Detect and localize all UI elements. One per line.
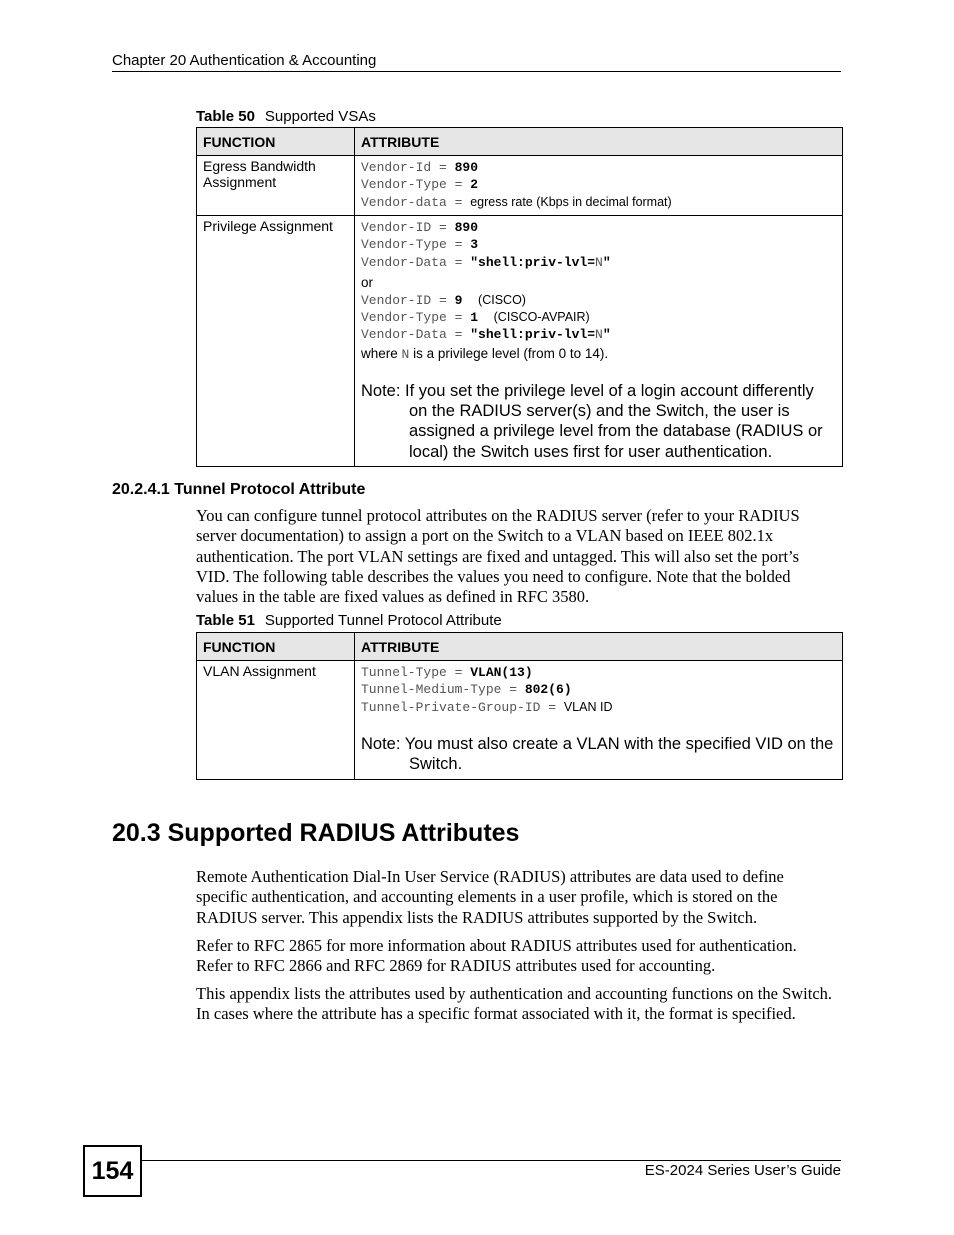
where-text: where N is a privilege level (from 0 to 14). — [361, 345, 609, 362]
table51-label: Table 51 — [196, 612, 255, 629]
table51-title: Supported Tunnel Protocol Attribute — [264, 612, 502, 629]
table-row — [197, 216, 843, 467]
subsection-heading: 20.2.4.1 Tunnel Protocol Attribute — [112, 481, 366, 498]
function-cell: Egress Bandwidth Assignment — [197, 156, 355, 216]
attribute-cell — [355, 156, 843, 216]
table-row — [197, 156, 843, 216]
attr-line: Vendor-Data = "shell:priv-lvl=N" — [361, 327, 611, 343]
attr-line: Vendor-Id = 890 — [361, 160, 479, 175]
attribute-cell — [355, 661, 843, 780]
attr-line: Vendor-ID = 890 — [361, 220, 479, 235]
attr-line: Tunnel-Type = VLAN(13) — [361, 665, 533, 680]
col-attribute-header: ATTRIBUTE — [355, 633, 843, 661]
vlan-note: Note: You must also create a VLAN with the specified VID on the Switch. — [361, 734, 834, 774]
attr-line: Tunnel-Medium-Type = 802(6) — [361, 682, 572, 698]
attribute-cell — [355, 216, 843, 467]
page-number: 154 — [83, 1145, 142, 1197]
attr-line: Vendor-Data = "shell:priv-lvl=N" — [361, 254, 611, 270]
table50-caption — [196, 108, 376, 125]
attr-line: Vendor-Type = 3 — [361, 237, 479, 253]
table51-caption — [196, 612, 502, 629]
or-text: or — [361, 274, 374, 290]
radius-paragraph-3: This appendix lists the attributes used by authentication and accounting functions on the Switch. In cases where the attribute has a specific format associated with it, the format is specified. — [196, 984, 833, 1024]
table50-title: Supported VSAs — [264, 108, 376, 125]
running-header: Chapter 20 Authentication & Accounting — [112, 52, 377, 69]
attr-line: Tunnel-Private-Group-ID = VLAN ID — [361, 699, 613, 715]
table51 — [196, 632, 843, 780]
col-function-header: FUNCTION — [197, 128, 355, 156]
table-header-row — [197, 128, 843, 156]
guide-title: ES-2024 Series User’s Guide — [644, 1162, 841, 1179]
footer-rule — [141, 1160, 841, 1161]
header-rule — [112, 71, 841, 72]
attr-line: Vendor-Type = 1 (CISCO-AVPAIR) — [361, 310, 590, 326]
attr-line: Vendor-Type = 2 — [361, 177, 479, 193]
col-function-header: FUNCTION — [197, 633, 355, 661]
radius-paragraph-1: Remote Authentication Dial-In User Service (RADIUS) attributes are data used to define specific authentication, and accounting elements in a user profile, which is stored on the RADIUS server. This appendix lists the RADIUS attributes supported by the Switch. — [196, 867, 784, 927]
radius-paragraph-2: Refer to RFC 2865 for more information about RADIUS attributes used for authentication. Refer to RFC 2866 and RFC 2869 for RADIUS attributes used for accounting. — [196, 936, 797, 976]
section-heading: 20.3 Supported RADIUS Attributes — [112, 819, 520, 847]
tunnel-paragraph: You can configure tunnel protocol attributes on the RADIUS server (refer to your RADIUS server documentation) to assign a port on the Switch to a VLAN based on IEEE 802.1x authentication. The port VLAN settings are fixed and untagged. This will also set the port’s VID. The following table describes the values you need to configure. Note that the bolded values in the table are fixed values as defined in RFC 3580. — [196, 506, 800, 607]
attr-line: Vendor-ID = 9 (CISCO) — [361, 292, 526, 308]
table-header-row — [197, 633, 843, 661]
table-row — [197, 661, 843, 780]
function-cell: VLAN Assignment — [197, 661, 355, 780]
privilege-note: Note: If you set the privilege level of a login account differently on the RADIUS server(s) and the Switch, the user is assigned a privilege level from the database (RADIUS or local) the Switch uses first for user authentication. — [361, 381, 823, 461]
col-attribute-header: ATTRIBUTE — [355, 128, 843, 156]
function-cell: Privilege Assignment — [197, 216, 355, 467]
table50 — [196, 127, 843, 467]
table50-label: Table 50 — [196, 108, 255, 125]
attr-line: Vendor-data = egress rate (Kbps in decimal format) — [361, 194, 672, 210]
